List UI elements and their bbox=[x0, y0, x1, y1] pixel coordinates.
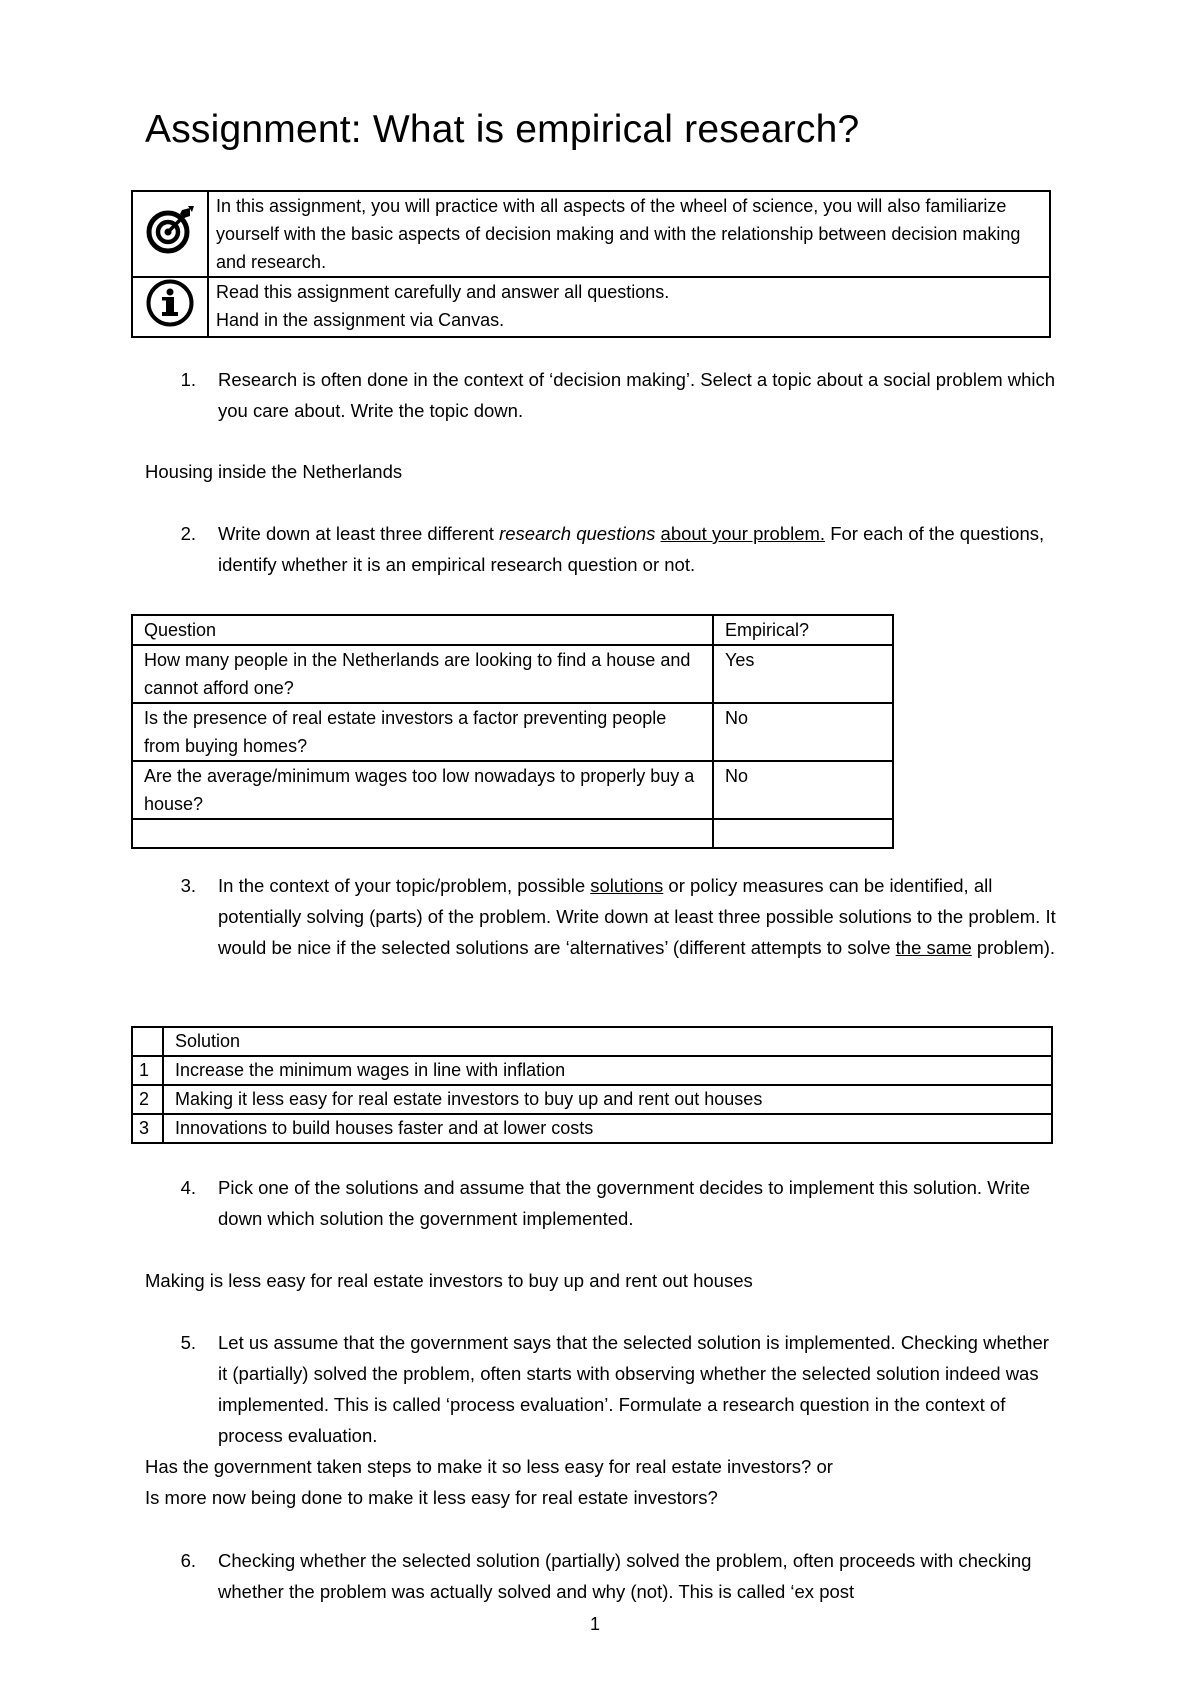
question-4-number: 4. bbox=[180, 1177, 196, 1198]
info-text bbox=[208, 277, 1050, 337]
question-cell: Is the presence of real estate investors a factor preventing people from buying homes? bbox=[132, 703, 713, 761]
header-solution: Solution bbox=[163, 1027, 1052, 1056]
table-header-row bbox=[132, 1027, 1052, 1056]
solution-text: Increase the minimum wages in line with inflation bbox=[163, 1056, 1052, 1085]
table-row bbox=[132, 703, 893, 761]
solution-number: 1 bbox=[132, 1056, 163, 1085]
question-5-answer-2: Is more now being done to make it less easy for real estate investors? bbox=[145, 1487, 718, 1508]
table-header-row bbox=[132, 615, 893, 645]
solutions-table bbox=[131, 1026, 1053, 1144]
info-icon bbox=[145, 278, 195, 328]
question-2-text-b: For each of the questions, identify whether it is an empirical research question or not. bbox=[218, 523, 1045, 575]
info-box bbox=[131, 190, 1051, 338]
goal-icon-cell bbox=[132, 191, 208, 277]
question-3-underline-2: the same bbox=[895, 937, 972, 958]
question-3-text bbox=[218, 870, 1073, 963]
goal-text: In this assignment, you will practice with all aspects of the wheel of science, you will also familiarize yourself with the basic aspects of decision making and with the relationship between decision making and research. bbox=[208, 191, 1050, 277]
solution-text: Making it less easy for real estate investors to buy up and rent out houses bbox=[163, 1085, 1052, 1114]
header-number bbox=[132, 1027, 163, 1056]
question-cell bbox=[132, 819, 713, 848]
question-3-text-a: In the context of your topic/problem, possible bbox=[218, 875, 591, 896]
solution-text: Innovations to build houses faster and at lower costs bbox=[163, 1114, 1052, 1143]
solution-number: 2 bbox=[132, 1085, 163, 1114]
info-line-1: Read this assignment carefully and answer all questions. bbox=[216, 282, 670, 302]
table-row-empty bbox=[132, 819, 893, 848]
question-5-number: 5. bbox=[180, 1332, 196, 1353]
question-4-answer: Making is less easy for real estate investors to buy up and rent out houses bbox=[145, 1270, 753, 1291]
info-line-2: Hand in the assignment via Canvas. bbox=[216, 310, 505, 330]
question-6-number: 6. bbox=[180, 1550, 196, 1571]
question-5-answer-1: Has the government taken steps to make it so less easy for real estate investors? or bbox=[145, 1456, 833, 1477]
question-2-underline: about your problem. bbox=[660, 523, 826, 544]
question-5-text: Let us assume that the government says that the selected solution is implemented. Checking whether it (partially) solved the problem, often starts with observing whether the selected solution indeed was implemented. This is called ‘process evaluation’. Formulate a research question in the context of process evaluation. bbox=[218, 1332, 1049, 1446]
info-icon-cell bbox=[132, 277, 208, 337]
question-2-text-a: Write down at least three different bbox=[218, 523, 500, 544]
table-row bbox=[132, 1085, 1052, 1114]
question-cell: Are the average/minimum wages too low nowadays to properly buy a house? bbox=[132, 761, 713, 819]
empirical-cell: Yes bbox=[713, 645, 893, 703]
question-2-italic: research questions bbox=[499, 523, 656, 544]
question-3-text-c: problem). bbox=[971, 937, 1056, 958]
header-empirical: Empirical? bbox=[713, 615, 893, 645]
question-2-text bbox=[218, 518, 1068, 580]
table-row bbox=[132, 1114, 1052, 1143]
empirical-cell bbox=[713, 819, 893, 848]
table-row bbox=[132, 645, 893, 703]
empirical-cell: No bbox=[713, 703, 893, 761]
table-row bbox=[132, 761, 893, 819]
question-3-text-b: or policy measures can be identified, all potentially solving (parts) of the problem. Write down at least three possible solutions to the problem. It would be nice if the selected solutions are ‘alternatives’ (different attempts to solve bbox=[218, 875, 1056, 958]
question-3-number: 3. bbox=[180, 875, 196, 896]
target-icon bbox=[144, 204, 196, 256]
question-1-answer: Housing inside the Netherlands bbox=[145, 461, 403, 482]
empirical-cell: No bbox=[713, 761, 893, 819]
question-2-number: 2. bbox=[180, 523, 196, 544]
question-3-underline-1: solutions bbox=[590, 875, 664, 896]
solution-number: 3 bbox=[132, 1114, 163, 1143]
question-cell: How many people in the Netherlands are looking to find a house and cannot afford one? bbox=[132, 645, 713, 703]
page-title: Assignment: What is empirical research? bbox=[145, 108, 860, 151]
question-1-text: Research is often done in the context of ‘decision making’. Select a topic about a social problem which you care about. Write the topic down. bbox=[218, 369, 1056, 421]
table-row bbox=[132, 1056, 1052, 1085]
question-1-number: 1. bbox=[180, 369, 196, 390]
question-4-text: Pick one of the solutions and assume that the government decides to implement this solution. Write down which solution the government implemented. bbox=[218, 1177, 1031, 1229]
page-number: 1 bbox=[590, 1614, 601, 1634]
research-questions-table bbox=[131, 614, 894, 849]
header-question: Question bbox=[132, 615, 713, 645]
question-6-text: Checking whether the selected solution (partially) solved the problem, often proceeds with checking whether the problem was actually solved and why (not). This is called ‘ex post bbox=[218, 1550, 1032, 1602]
